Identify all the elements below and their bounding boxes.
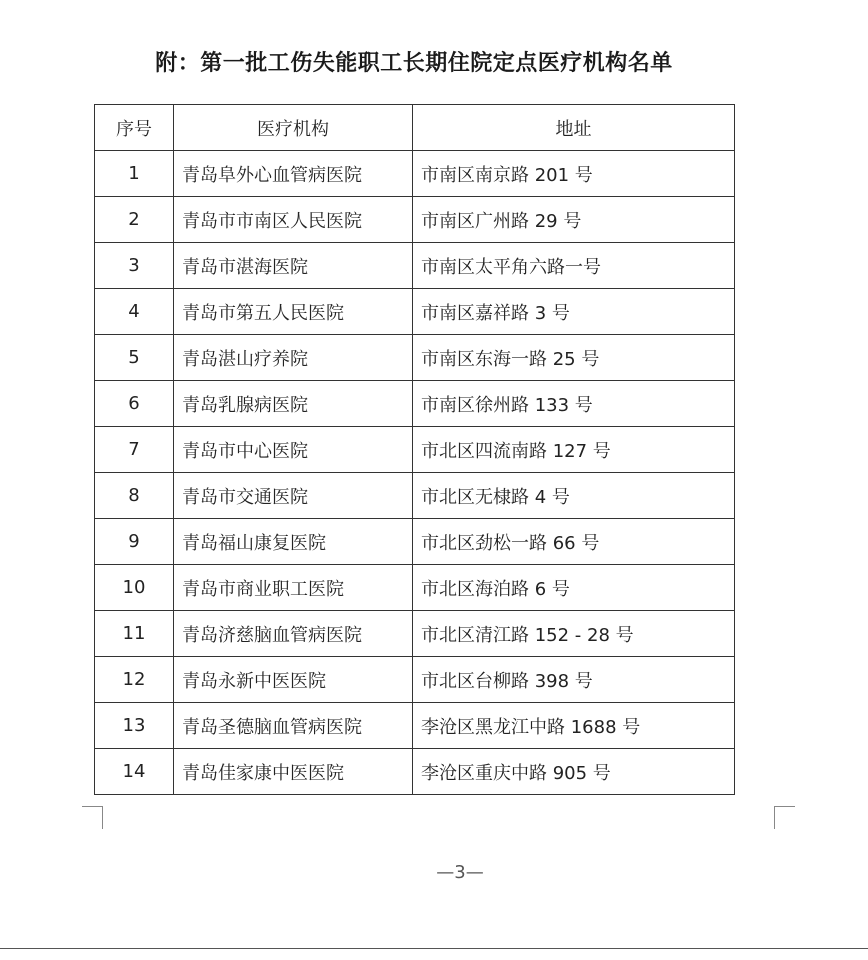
header-address: 地址 [413,105,735,151]
row-institution: 青岛市市南区人民医院 [174,197,413,243]
page-bottom-divider [0,948,868,949]
row-address: 市南区徐州路 133 号 [413,381,735,427]
crop-mark-right [774,806,795,829]
table-row [95,381,735,427]
table-row [95,703,735,749]
row-number: 11 [95,611,174,657]
row-institution: 青岛永新中医医院 [174,657,413,703]
table-row [95,749,735,795]
row-institution: 青岛乳腺病医院 [174,381,413,427]
header-institution: 医疗机构 [174,105,413,151]
table-row [95,197,735,243]
row-institution: 青岛福山康复医院 [174,519,413,565]
row-address: 李沧区重庆中路 905 号 [413,749,735,795]
row-number: 2 [95,197,174,243]
row-number: 14 [95,749,174,795]
table-row [95,565,735,611]
row-number: 3 [95,243,174,289]
table-row [95,519,735,565]
row-institution: 青岛市湛海医院 [174,243,413,289]
row-institution: 青岛市交通医院 [174,473,413,519]
row-institution: 青岛市中心医院 [174,427,413,473]
row-address: 李沧区黑龙江中路 1688 号 [413,703,735,749]
row-address: 市北区劲松一路 66 号 [413,519,735,565]
table-row [95,427,735,473]
row-institution: 青岛市商业职工医院 [174,565,413,611]
row-number: 12 [95,657,174,703]
row-number: 8 [95,473,174,519]
hospital-table [94,104,735,795]
row-number: 6 [95,381,174,427]
row-number: 1 [95,151,174,197]
row-address: 市南区太平角六路一号 [413,243,735,289]
row-institution: 青岛佳家康中医医院 [174,749,413,795]
table-row [95,657,735,703]
header-number: 序号 [95,105,174,151]
row-address: 市北区清江路 152 - 28 号 [413,611,735,657]
row-address: 市北区无棣路 4 号 [413,473,735,519]
row-address: 市北区台柳路 398 号 [413,657,735,703]
row-address: 市南区广州路 29 号 [413,197,735,243]
table-row [95,289,735,335]
row-number: 9 [95,519,174,565]
row-number: 10 [95,565,174,611]
row-institution: 青岛市第五人民医院 [174,289,413,335]
row-institution: 青岛湛山疗养院 [174,335,413,381]
row-institution: 青岛圣德脑血管病医院 [174,703,413,749]
row-institution: 青岛阜外心血管病医院 [174,151,413,197]
table-row [95,335,735,381]
row-number: 4 [95,289,174,335]
table-row [95,611,735,657]
row-address: 市南区东海一路 25 号 [413,335,735,381]
row-address: 市南区南京路 201 号 [413,151,735,197]
page-number: —3— [436,862,484,883]
table-row [95,473,735,519]
table-row [95,243,735,289]
table-row [95,151,735,197]
row-institution: 青岛济慈脑血管病医院 [174,611,413,657]
document-title: 附：第一批工伤失能职工长期住院定点医疗机构名单 [155,51,673,76]
row-address: 市北区海泊路 6 号 [413,565,735,611]
row-address: 市北区四流南路 127 号 [413,427,735,473]
crop-mark-left [82,806,103,829]
row-number: 5 [95,335,174,381]
table-header-row [95,105,735,151]
row-number: 7 [95,427,174,473]
row-number: 13 [95,703,174,749]
row-address: 市南区嘉祥路 3 号 [413,289,735,335]
